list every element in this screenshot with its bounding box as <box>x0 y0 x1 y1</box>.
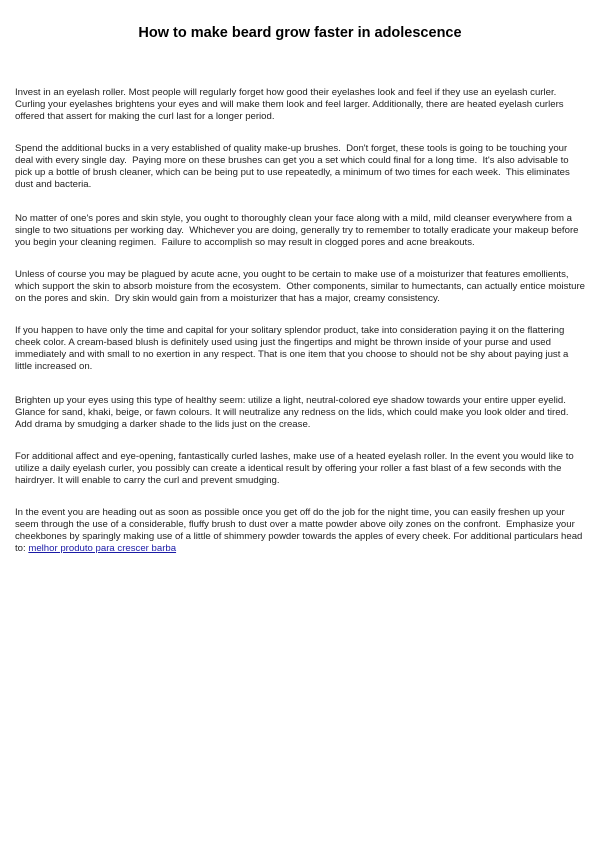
paragraph-3: No matter of one's pores and skin style, you ought to thoroughly clean your face along with a mild, mild cleanser everywhere from a single to two situations per working day. Whichever you are doing, generally try to remember to totally eradicate your makeup before you begin your cleaning regimen. Failure to accomplish so may result in clogged pores and acne breakouts. <box>15 213 582 248</box>
paragraph-7: For additional affect and eye-opening, fantastically curled lashes, make use of a heated eyelash roller. In the event you would like to utilize a daily eyelash curler, you possibly can create a identical result by offering your roller a fast blast of a few seconds with the hairdryer. It will enable to carry the curl and prevent smudging. <box>15 451 577 486</box>
paragraph-5: If you happen to have only the time and capital for your solitary splendor product, take into consideration paying it on the flattering cheek color. A cream-based blush is definitely used using just the fingertips and might be thrown inside of your purse and used immediately and with small to no exertion in any respect. That is one item that you choose to should not be shy about paying just a little increased on. <box>15 325 572 372</box>
paragraph-1: Invest in an eyelash roller. Most people will regularly forget how good their eyelashes look and feel if they use an eyelash curler. Curling your eyelashes brightens your eyes and will make them look and feel larger. Additionally, there are heated eyelash curlers offered that assert for making the curl last for a longer period. <box>15 87 567 122</box>
page-title: How to make beard grow faster in adolescence <box>138 25 462 41</box>
paragraph-2: Spend the additional bucks in a very established of quality make-up brushes. Don't forget, these tools is going to be touching your deal with every single day. Paying more on these brushes can get you a set which could final for a long time. It's also advisable to pick up a bottle of brush cleaner, which can be being put to use repeatedly, a minimum of two times for each week. This eliminates dust and bacteria. <box>15 143 573 190</box>
paragraph-8 <box>15 507 587 555</box>
paragraph-4: Unless of course you may be plagued by acute acne, you ought to be certain to make use of a moisturizer that features emollients, which support the skin to absorb moisture from the ecosystem. Other components, similar to humectants, can actually entice moisture on the pores and skin. Dry skin would gain from a moisturizer that has a major, creamy consistency. <box>15 269 588 304</box>
paragraph-8-text: In the event you are heading out as soon as possible once you get off do the job for the night time, you can easily freshen up your seem through the use of a considerable, fluffy brush to dust over a matte powder above oily zones on the confront. Emphasize your cheekbones by sparingly making use of a little of shimmery powder towards the apples of every cheek. For additional particulars head to: <box>15 507 586 554</box>
external-link[interactable]: melhor produto para crescer barba <box>28 543 177 554</box>
paragraph-6: Brighten up your eyes using this type of healthy seem: utilize a light, neutral-colored eye shadow towards your entire upper eyelid. Glance for sand, khaki, beige, or fawn colours. It will neutralize any redness on the lids, which could make you look older and tired. Add drama by smudging a darker shade to the lids just on the crease. <box>15 395 571 430</box>
article-body <box>15 87 587 575</box>
